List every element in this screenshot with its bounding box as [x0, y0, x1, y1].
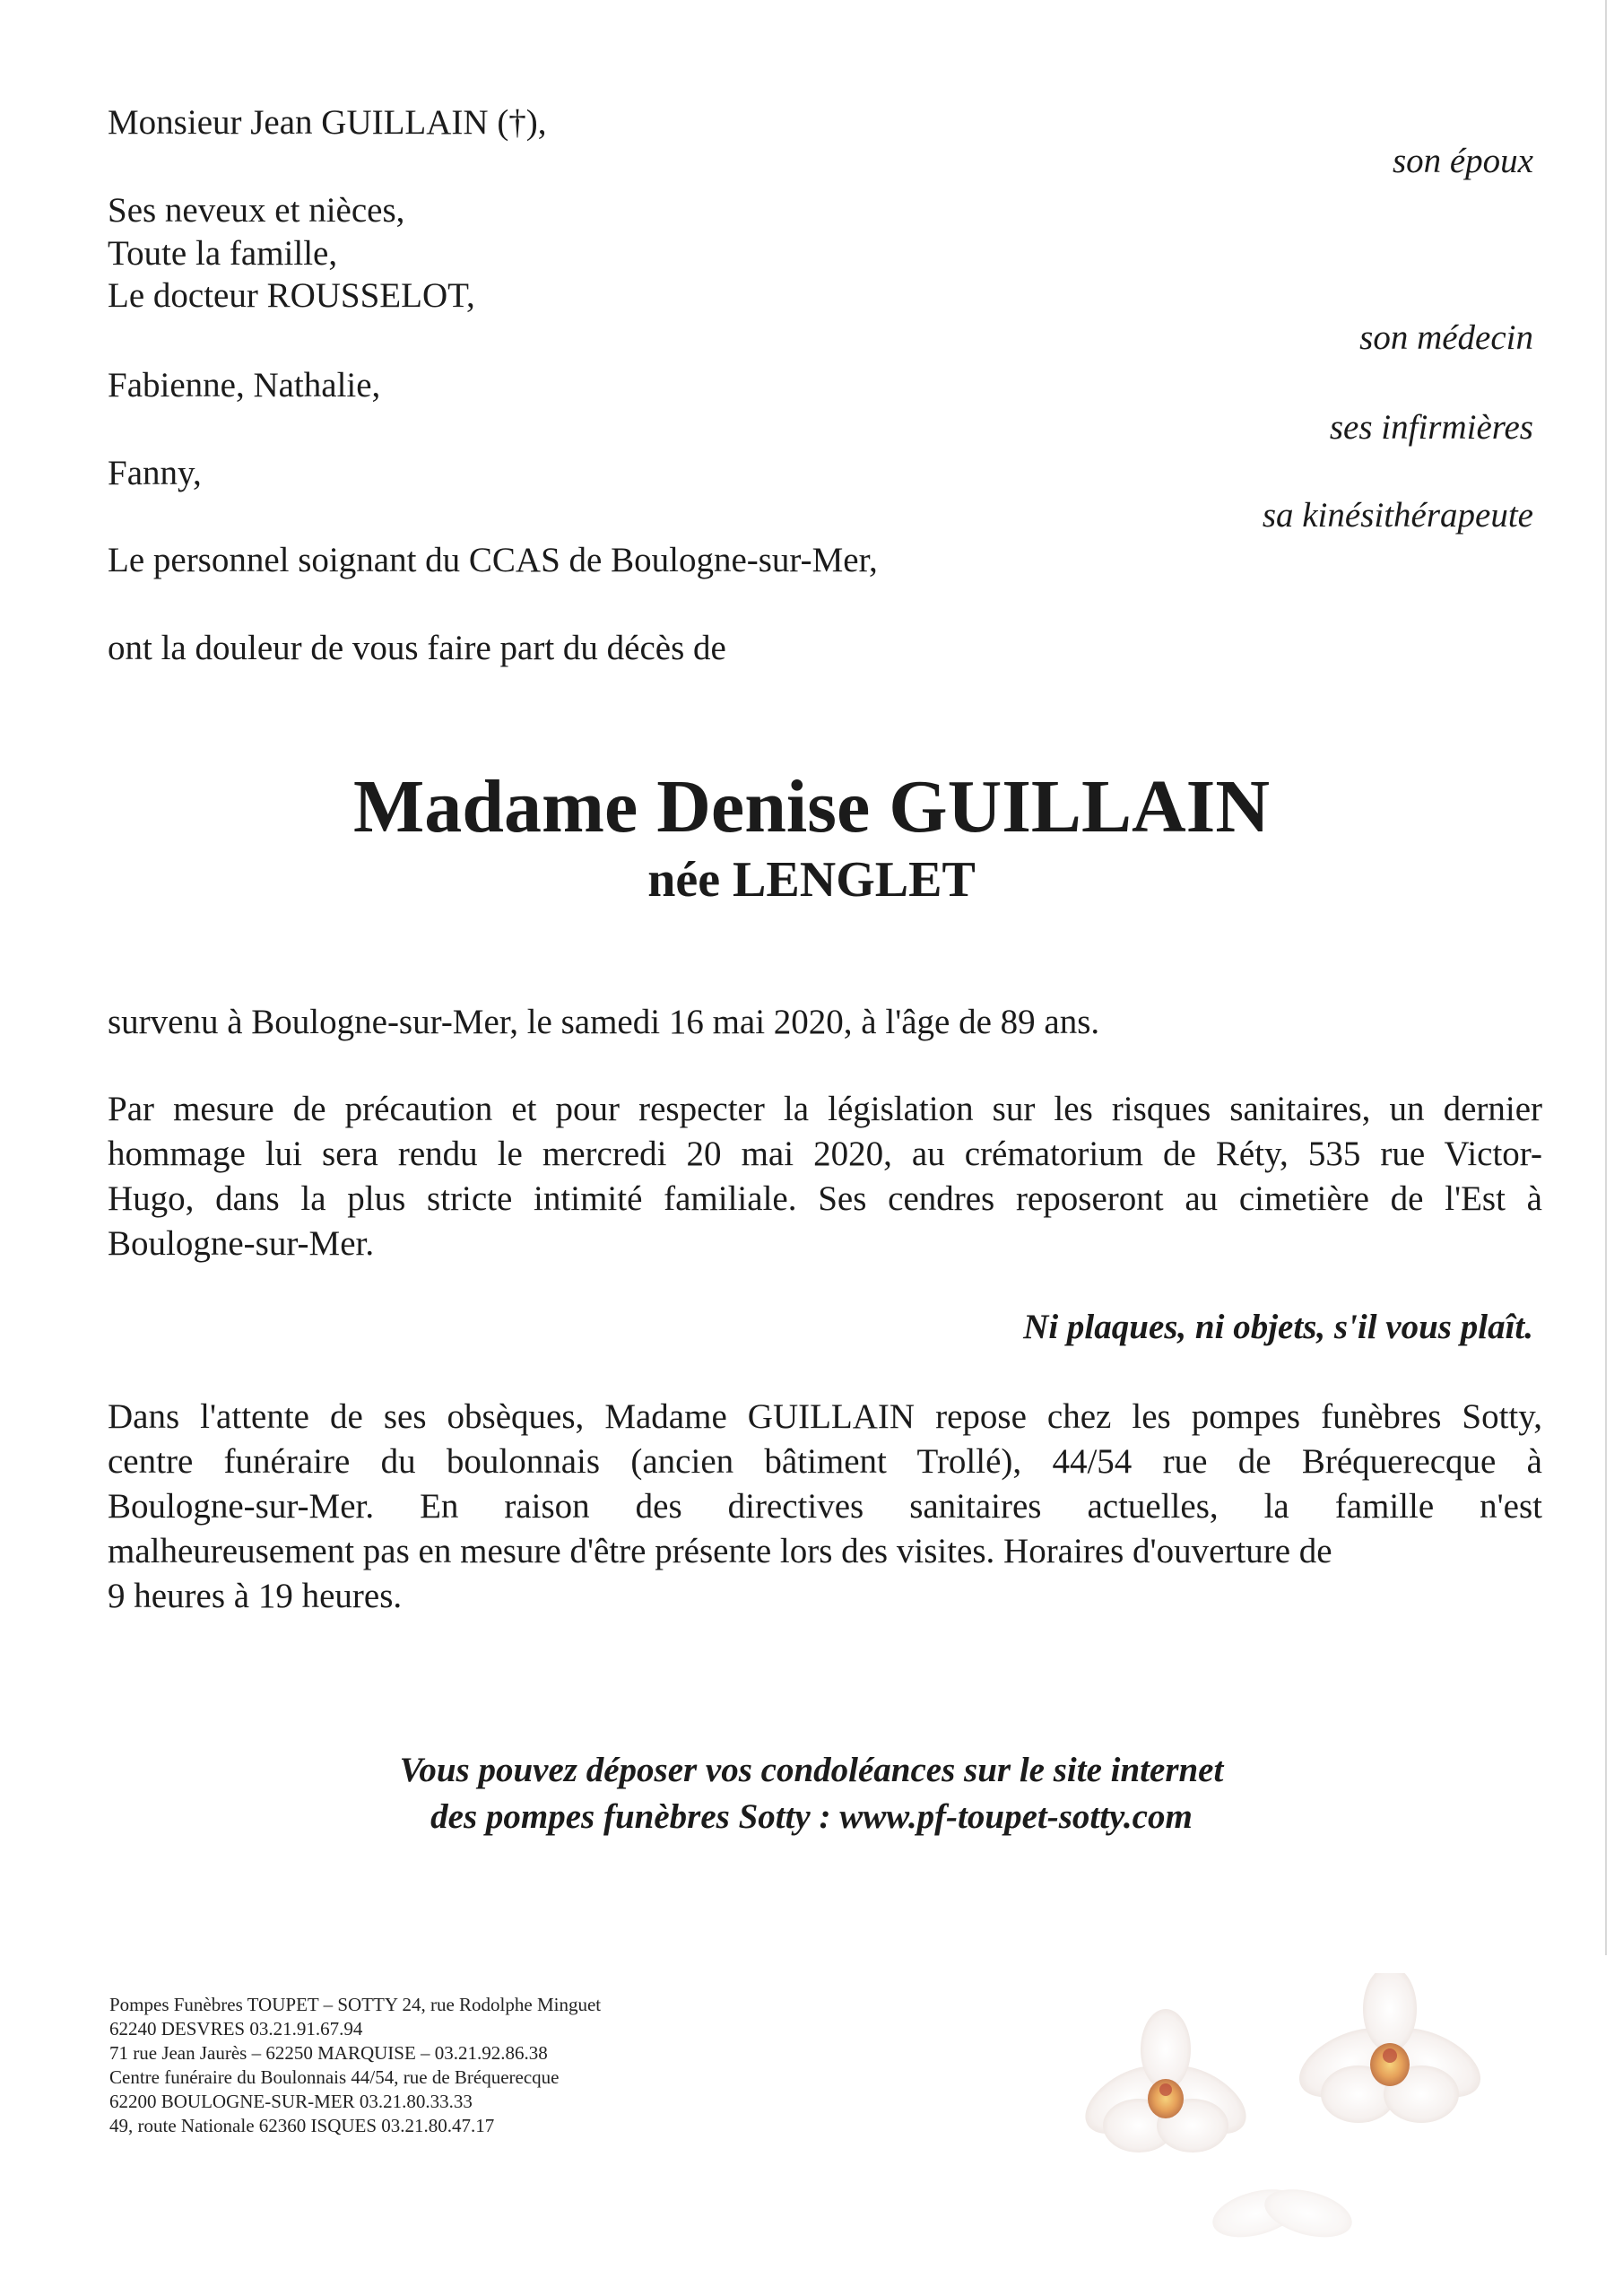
announcement-line: ont la douleur de vous faire part du décès de — [108, 629, 726, 667]
ceremony-line: hommage lui sera rendu le mercredi 20 mai 2020, au crématorium de Réty, 535 rue Victor- — [108, 1135, 1542, 1173]
footer-address-line: 49, route Nationale 62360 ISQUES 03.21.80.47.17 — [109, 2115, 495, 2136]
relation-epoux: son époux — [1392, 142, 1533, 180]
footer-address-line: 71 rue Jean Jaurès – 62250 MARQUISE – 03.21.92.86.38 — [109, 2042, 548, 2064]
relation-kine: sa kinésithérapeute — [1262, 496, 1533, 535]
footer-address-line: 62200 BOULOGNE-SUR-MER 03.21.80.33.33 — [109, 2091, 473, 2112]
family-line-staff: Le personnel soignant du CCAS de Boulogne-sur-Mer, — [108, 541, 878, 579]
funeral-home-addresses — [109, 1993, 601, 2138]
visits-line: centre funéraire du boulonnais (ancien bâtiment Trollé), 44/54 rue de Bréquerecque à — [108, 1442, 1542, 1481]
ceremony-line: Boulogne-sur-Mer. — [108, 1224, 375, 1263]
relation-medecin: son médecin — [1359, 318, 1533, 357]
family-line-husband: Monsieur Jean GUILLAIN (†), — [108, 103, 547, 142]
visits-line: Dans l'attente de ses obsèques, Madame GUILLAIN repose chez les pompes funèbres Sotty, — [108, 1397, 1542, 1436]
orchid-lower — [1208, 2181, 1358, 2242]
relation-infirmieres: ses infirmières — [1329, 408, 1533, 447]
family-line-nephews: Ses neveux et nièces, — [108, 191, 405, 230]
family-line-nurses: Fabienne, Nathalie, — [108, 366, 381, 404]
orchid-flowers-image — [1058, 1973, 1560, 2242]
deceased-maiden-name: née LENGLET — [647, 852, 976, 908]
footer-address-line: 62240 DESVRES 03.21.91.67.94 — [109, 2018, 363, 2039]
death-details: survenu à Boulogne-sur-Mer, le samedi 16 mai 2020, à l'âge de 89 ans. — [108, 1003, 1100, 1041]
ceremony-paragraph — [108, 1087, 1542, 1266]
ceremony-line: Hugo, dans la plus stricte intimité familiale. Ses cendres reposeront au cimetière de l'Est à — [108, 1179, 1542, 1218]
condolences-line-1: Vous pouvez déposer vos condoléances sur le site internet — [399, 1751, 1224, 1789]
scan-edge-line — [1605, 0, 1607, 1955]
visits-line: Boulogne-sur-Mer. En raison des directives sanitaires actuelles, la famille n'est — [108, 1487, 1542, 1526]
condolences-line-2: des pompes funèbres Sotty : www.pf-toupet-sotty.com — [430, 1797, 1193, 1836]
family-line-family: Toute la famille, — [108, 234, 338, 273]
visits-line: 9 heures à 19 heures. — [108, 1577, 403, 1615]
family-line-physio: Fanny, — [108, 454, 202, 492]
family-line-doctor: Le docteur ROUSSELOT, — [108, 276, 475, 315]
no-flowers-notice: Ni plaques, ni objets, s'il vous plaît. — [1023, 1308, 1533, 1346]
deceased-name: Madame Denise GUILLAIN — [353, 765, 1270, 848]
visits-paragraph — [108, 1395, 1542, 1619]
orchid-left — [1074, 2009, 1258, 2152]
visits-line: malheureusement pas en mesure d'être présente lors des visites. Horaires d'ouverture de — [108, 1532, 1332, 1570]
ceremony-line: Par mesure de précaution et pour respecter la législation sur les risques sanitaires, un dernier — [108, 1090, 1542, 1128]
orchid-right — [1289, 1973, 1491, 2123]
footer-address-line: Centre funéraire du Boulonnais 44/54, rue de Bréquerecque — [109, 2066, 560, 2088]
footer-address-line: Pompes Funèbres TOUPET – SOTTY 24, rue Rodolphe Minguet — [109, 1994, 602, 2015]
